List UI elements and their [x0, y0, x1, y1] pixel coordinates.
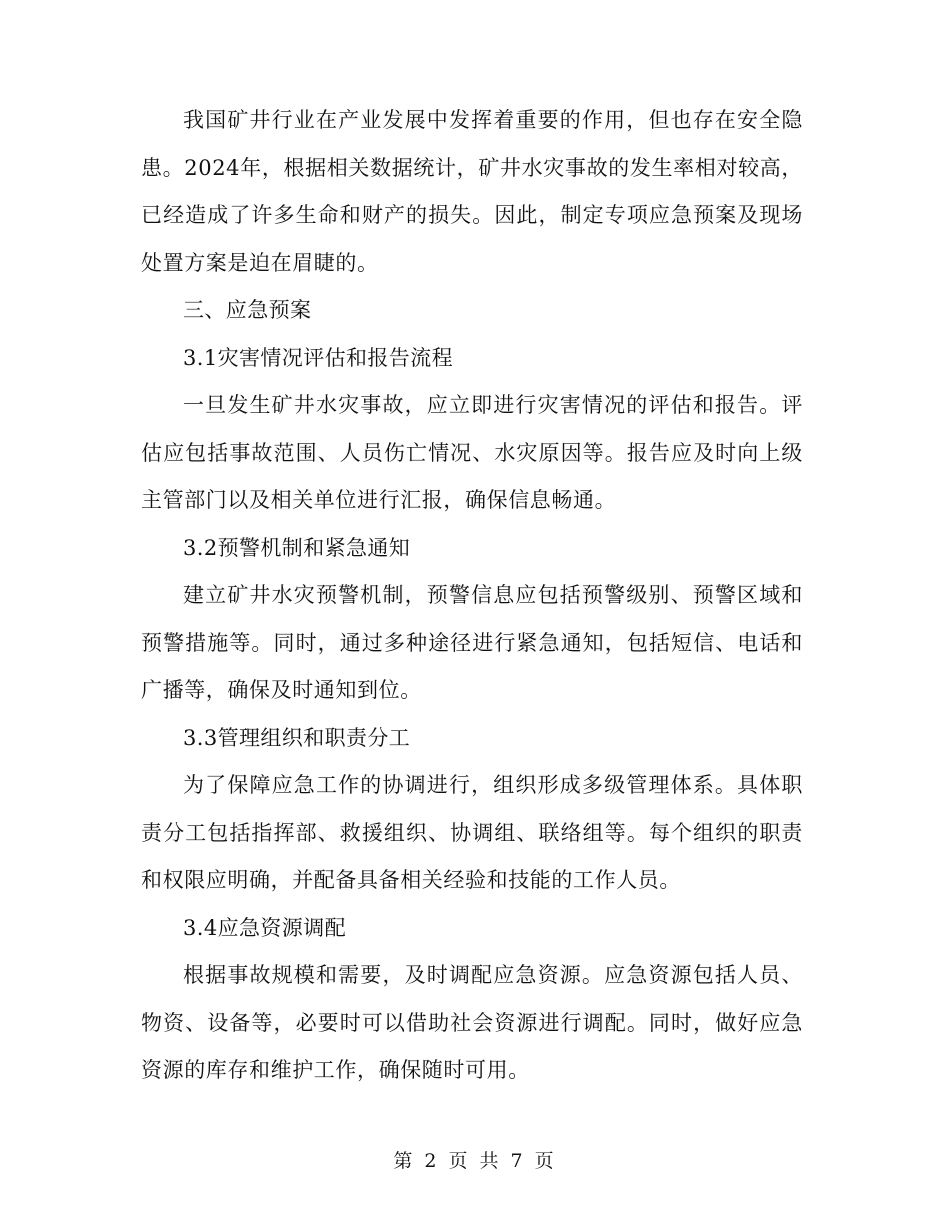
- paragraph-3-4: 根据事故规模和需要，及时调配应急资源。应急资源包括人员、物资、设备等，必要时可以借助社会资源进行调配。同时，做好应急资源的库存和维护工作，确保随时可用。: [141, 963, 803, 1082]
- subsection-heading-3-3: 3.3管理组织和职责分工: [183, 725, 411, 750]
- paragraph-intro: 我国矿井行业在产业发展中发挥着重要的作用，但也存在安全隐患。2024年，根据相关数据统计，矿井水灾事故的发生率相对较高，已经造成了许多生命和财产的损失。因此，制定专项应急预案及现场处置方案是迫在眉睫的。: [141, 108, 803, 275]
- paragraph-3-1: 一旦发生矿井水灾事故，应立即进行灾害情况的评估和报告。评估应包括事故范围、人员伤亡情况、水灾原因等。报告应及时向上级主管部门以及相关单位进行汇报，确保信息畅通。: [141, 393, 803, 512]
- subsection-heading-3-1: 3.1灾害情况评估和报告流程: [183, 345, 453, 370]
- paragraph-3-3: 为了保障应急工作的协调进行，组织形成多级管理体系。具体职责分工包括指挥部、救援组织、协调组、联络组等。每个组织的职责和权限应明确，并配备具备相关经验和技能的工作人员。: [141, 773, 803, 892]
- subsection-heading-3-4: 3.4应急资源调配: [183, 915, 346, 940]
- subsection-heading-3-2: 3.2预警机制和紧急通知: [183, 535, 411, 560]
- page-number-footer: 第 2 页 共 7 页: [393, 1150, 557, 1172]
- section-heading-emergency-plan: 三、应急预案: [183, 298, 312, 322]
- paragraph-3-2: 建立矿井水灾预警机制，预警信息应包括预警级别、预警区域和预警措施等。同时，通过多种途径进行紧急通知，包括短信、电话和广播等，确保及时通知到位。: [141, 583, 803, 702]
- document-body: [141, 97, 803, 1095]
